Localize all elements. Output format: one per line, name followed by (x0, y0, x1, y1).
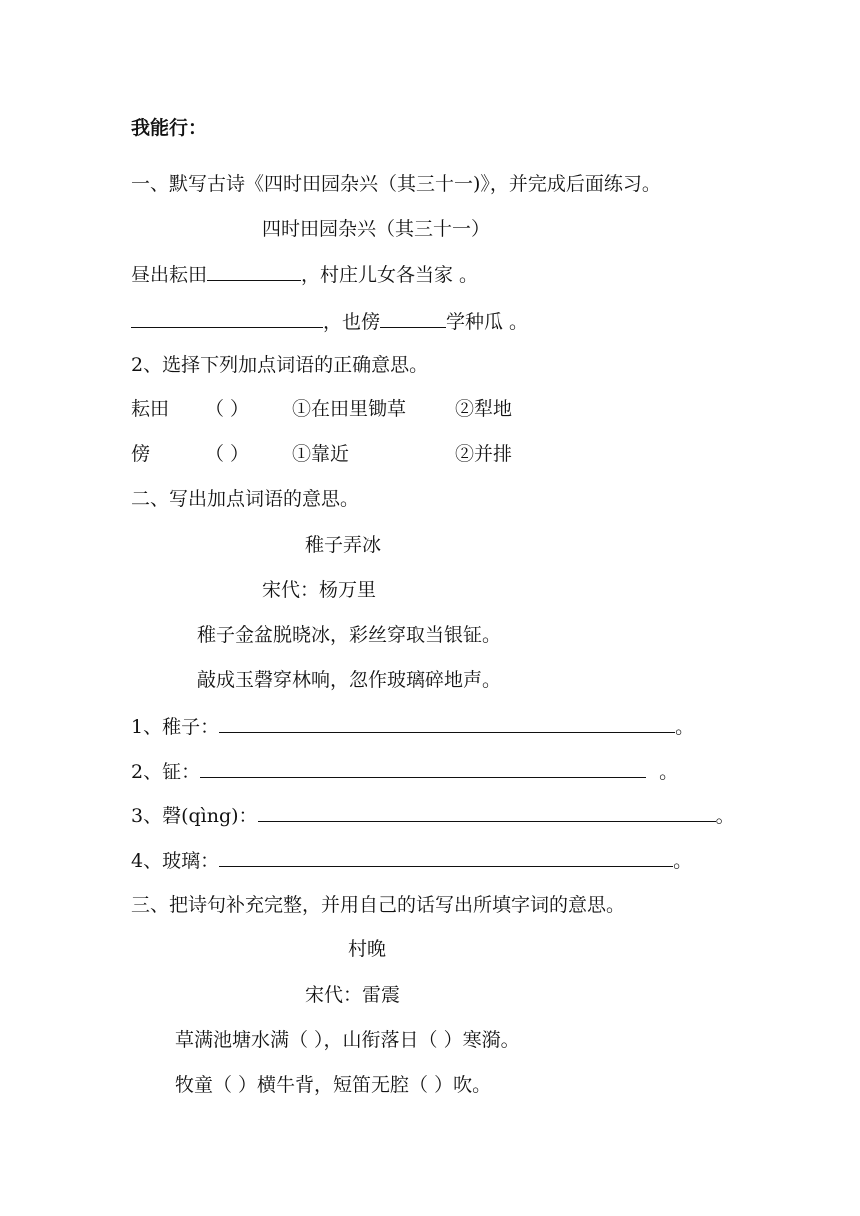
poem1-line2-end: 学种瓜 。 (446, 311, 529, 333)
section3-title: 三、把诗句补充完整，并用自己的话写出所填字词的意思。 (131, 894, 626, 916)
fill-blank-2[interactable] (131, 309, 323, 328)
section3-verse-1[interactable]: 草满池塘水满（ ），山衔落日（ ）寒漪。 (175, 1029, 520, 1051)
section1-question2: 2、选择下列加点词语的正确意思。 (131, 354, 429, 376)
definition-end-4: 。 (673, 850, 693, 872)
section3-poem-title: 村晚 (348, 938, 387, 960)
definition-end-1: 。 (675, 716, 695, 738)
definition-row-3 (131, 803, 735, 828)
definition-label-1: 1、稚子： (131, 716, 220, 738)
section3-author: 宋代：雷震 (305, 984, 401, 1006)
definition-blank-1[interactable] (219, 714, 675, 733)
choice-1-option-2: ②犁地 (455, 398, 513, 420)
definition-row-2 (131, 759, 678, 784)
poem1-line2-mid: ，也傍 (323, 311, 381, 333)
section2-verse-2: 敲成玉磬穿林响，忽作玻璃碎地声。 (197, 669, 502, 691)
definition-blank-4[interactable] (219, 848, 673, 867)
section2-author: 宋代：杨万里 (262, 579, 377, 601)
definition-blank-2[interactable] (200, 759, 646, 778)
section3-verse-2[interactable]: 牧童（ ）横牛背，短笛无腔（ ）吹。 (175, 1074, 492, 1096)
choice-word-2: 傍 (131, 443, 151, 465)
definition-end-2: 。 (659, 761, 679, 783)
poem1-line2 (131, 309, 528, 334)
choice-2-option-1: ①靠近 (292, 443, 350, 465)
definition-label-2: 2、钲： (131, 761, 201, 783)
definition-label-3: 3、磬(qìng)： (131, 805, 258, 827)
definition-end-3: 。 (715, 805, 735, 827)
poem1-line1-start: 昼出耘田 (131, 264, 208, 286)
choice-answer-1[interactable]: （ ） (205, 398, 250, 420)
definition-row-1 (131, 714, 694, 739)
section1-poem-title: 四时田园杂兴（其三十一） (262, 218, 491, 240)
choice-1-option-1: ①在田里锄草 (292, 398, 407, 420)
page-heading: 我能行： (131, 117, 208, 139)
section1-title: 一、默写古诗《四时田园杂兴（其三十一)》，并完成后面练习。 (131, 173, 661, 195)
section2-poem-title: 稚子弄冰 (305, 534, 382, 556)
definition-label-4: 4、玻璃： (131, 850, 220, 872)
choice-2-option-2: ②并排 (455, 443, 513, 465)
poem1-line1 (131, 262, 478, 287)
section2-verse-1: 稚子金盆脱晓冰，彩丝穿取当银钲。 (197, 624, 502, 646)
choice-answer-2[interactable]: （ ） (205, 443, 250, 465)
fill-blank-1[interactable] (207, 262, 301, 281)
definition-row-4 (131, 848, 692, 873)
poem1-line1-end: ，村庄儿女各当家 。 (301, 264, 479, 286)
choice-word-1: 耘田 (131, 398, 170, 420)
fill-blank-3[interactable] (380, 309, 446, 328)
section2-title: 二、写出加点词语的意思。 (131, 488, 360, 510)
definition-blank-3[interactable] (258, 803, 716, 822)
